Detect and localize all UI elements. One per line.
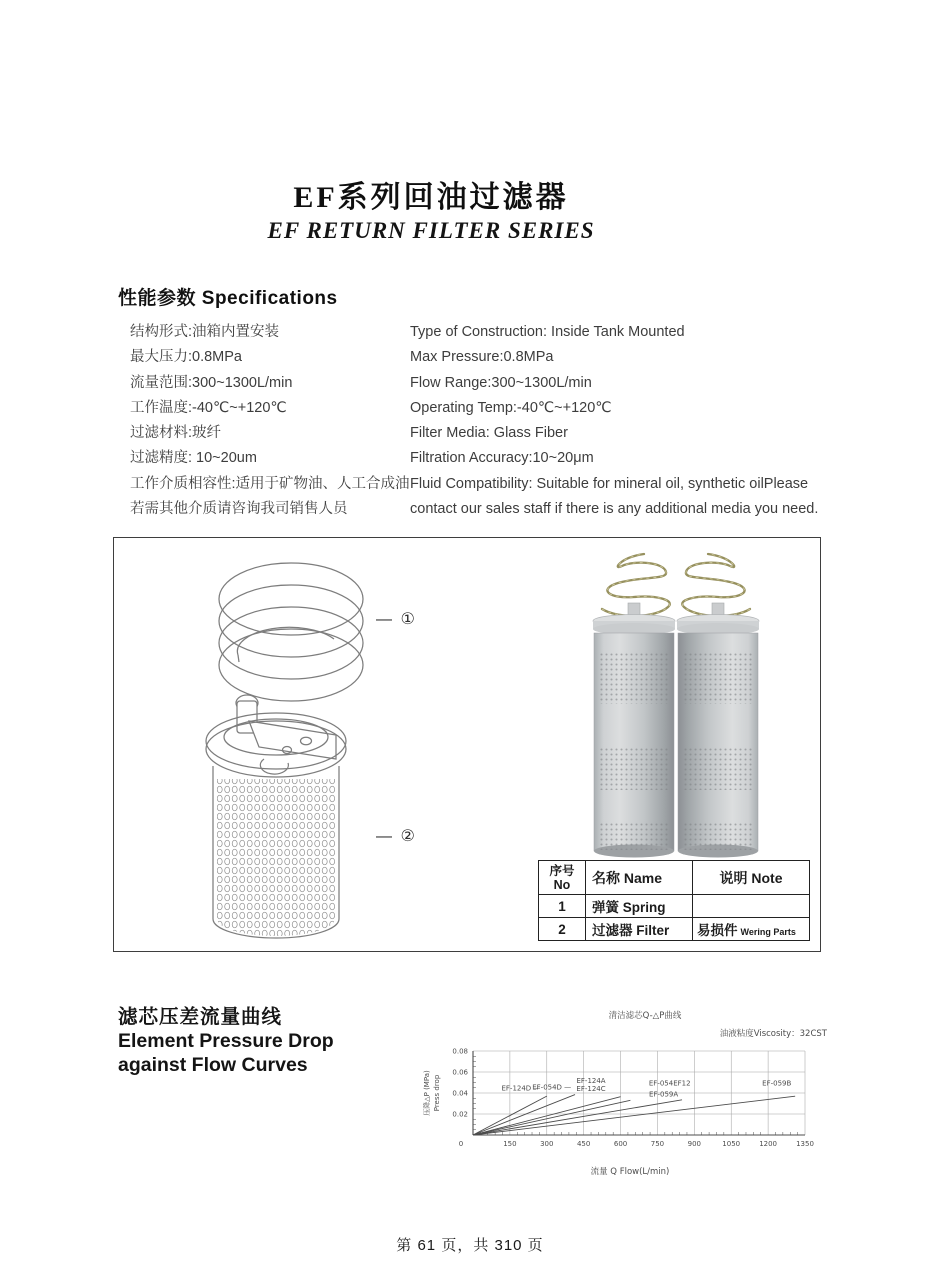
callout-spring: — ① xyxy=(376,611,417,628)
svg-text:450: 450 xyxy=(576,1140,591,1148)
note-subtext: Wering Parts xyxy=(740,927,796,937)
svg-text:EF-124A: EF-124A xyxy=(576,1077,606,1086)
cell-no: 2 xyxy=(539,918,586,941)
svg-text:EF-059B: EF-059B xyxy=(762,1079,792,1088)
svg-text:1200: 1200 xyxy=(759,1140,778,1148)
cell-name: 过滤器 Filter xyxy=(586,918,693,941)
filter-line-drawing xyxy=(186,551,476,946)
spec-line: Fluid Compatibility: Suitable for mineral oil, synthetic oilPlease xyxy=(410,475,809,492)
specs-chinese-column xyxy=(130,320,410,522)
filter-photo-left xyxy=(593,554,675,858)
spec-line: Filter Media: Glass Fiber xyxy=(410,425,568,442)
title-block xyxy=(0,181,862,245)
spec-line: Type of Construction: Inside Tank Mounted xyxy=(410,324,685,340)
cell-note xyxy=(693,895,810,918)
spec-line: Operating Temp:-40℃~+120℃ xyxy=(410,399,612,416)
svg-text:0.08: 0.08 xyxy=(452,1047,468,1056)
svg-text:压降△P (MPa): 压降△P (MPa) xyxy=(423,1070,431,1116)
svg-text:清洁滤芯Q-△P曲线: 清洁滤芯Q-△P曲线 xyxy=(608,1011,682,1021)
spec-line: 结构形式:油箱内置安装 xyxy=(130,324,280,340)
parts-table xyxy=(538,860,810,941)
svg-text:EF-054D —: EF-054D — xyxy=(532,1083,572,1092)
spec-line: 工作介质相容性:适用于矿物油、人工合成油 xyxy=(130,475,410,492)
curves-heading-en2: against Flow Curves xyxy=(118,1054,308,1076)
pressure-flow-chart xyxy=(415,998,845,1193)
spec-line: 工作温度:-40℃~+120℃ xyxy=(130,399,287,416)
svg-text:0.02: 0.02 xyxy=(452,1110,468,1119)
svg-text:0.04: 0.04 xyxy=(452,1089,468,1098)
svg-text:1350: 1350 xyxy=(796,1140,814,1148)
table-row xyxy=(539,895,810,918)
curves-heading-en1: Element Pressure Drop xyxy=(118,1030,334,1052)
spring-drawing xyxy=(219,563,363,701)
cell-name: 弹簧 Spring xyxy=(586,895,693,918)
svg-text:油液粘度Viscosity：32CST: 油液粘度Viscosity：32CST xyxy=(719,1029,827,1039)
svg-text:EF-124D —: EF-124D — xyxy=(501,1084,541,1093)
spec-line: Filtration Accuracy:10~20μm xyxy=(410,450,594,467)
header-note: 说明 Note xyxy=(693,861,810,895)
spec-line: 最大压力:0.8MPa xyxy=(130,349,242,366)
svg-text:EF-054EF12: EF-054EF12 xyxy=(648,1079,691,1088)
svg-text:0: 0 xyxy=(458,1140,464,1148)
spec-line: 过滤材料:玻纤 xyxy=(130,425,222,442)
spec-line: Flow Range:300~1300L/min xyxy=(410,374,592,391)
filter-photo xyxy=(559,541,794,861)
svg-text:600: 600 xyxy=(613,1140,628,1148)
header-no-cn: 序号 xyxy=(549,863,575,878)
cell-no: 1 xyxy=(539,895,586,918)
svg-text:EF-059A: EF-059A xyxy=(649,1090,679,1099)
specs-english-column xyxy=(410,320,818,522)
table-row xyxy=(539,918,810,941)
product-figure-box xyxy=(113,537,821,952)
spec-line: contact our sales staff if there is any additional media you need. xyxy=(410,501,819,518)
spec-line: 若需其他介质请咨询我司销售人员 xyxy=(130,501,348,518)
header-no-en: No xyxy=(553,877,571,892)
specifications-heading: 性能参数 Specifications xyxy=(118,288,338,309)
svg-text:300: 300 xyxy=(540,1140,554,1148)
spec-line: Max Pressure:0.8MPa xyxy=(410,349,554,366)
spec-line: 过滤精度: 10~20um xyxy=(130,450,257,467)
filter-element-drawing xyxy=(206,695,346,938)
svg-text:EF-124C: EF-124C xyxy=(576,1084,606,1093)
page-subtitle: EF RETURN FILTER SERIES xyxy=(267,218,595,243)
curves-section-heading xyxy=(118,1005,334,1077)
page-title: EF系列回油过滤器 xyxy=(293,181,569,214)
svg-text:1050: 1050 xyxy=(722,1140,741,1148)
svg-text:150: 150 xyxy=(503,1140,517,1148)
svg-text:750: 750 xyxy=(650,1140,665,1148)
parts-table-header-row xyxy=(539,861,810,895)
filter-photo-right xyxy=(677,554,759,858)
spec-line: 流量范围:300~1300L/min xyxy=(130,374,293,391)
svg-text:Press drop: Press drop xyxy=(433,1074,441,1112)
cell-note xyxy=(693,918,810,941)
callout-filter: — ② xyxy=(376,828,417,845)
page-number: 第 61 页，共 310 页 xyxy=(396,1237,544,1254)
note-text: 易损件 xyxy=(697,923,738,938)
svg-text:900: 900 xyxy=(687,1140,702,1148)
svg-text:0.06: 0.06 xyxy=(452,1068,468,1077)
svg-text:流量 Q Flow(L/min): 流量 Q Flow(L/min) xyxy=(590,1167,670,1177)
chart-canvas xyxy=(415,998,845,1193)
header-name: 名称 Name xyxy=(586,861,693,895)
curves-heading-cn: 滤芯压差流量曲线 xyxy=(118,1006,283,1028)
